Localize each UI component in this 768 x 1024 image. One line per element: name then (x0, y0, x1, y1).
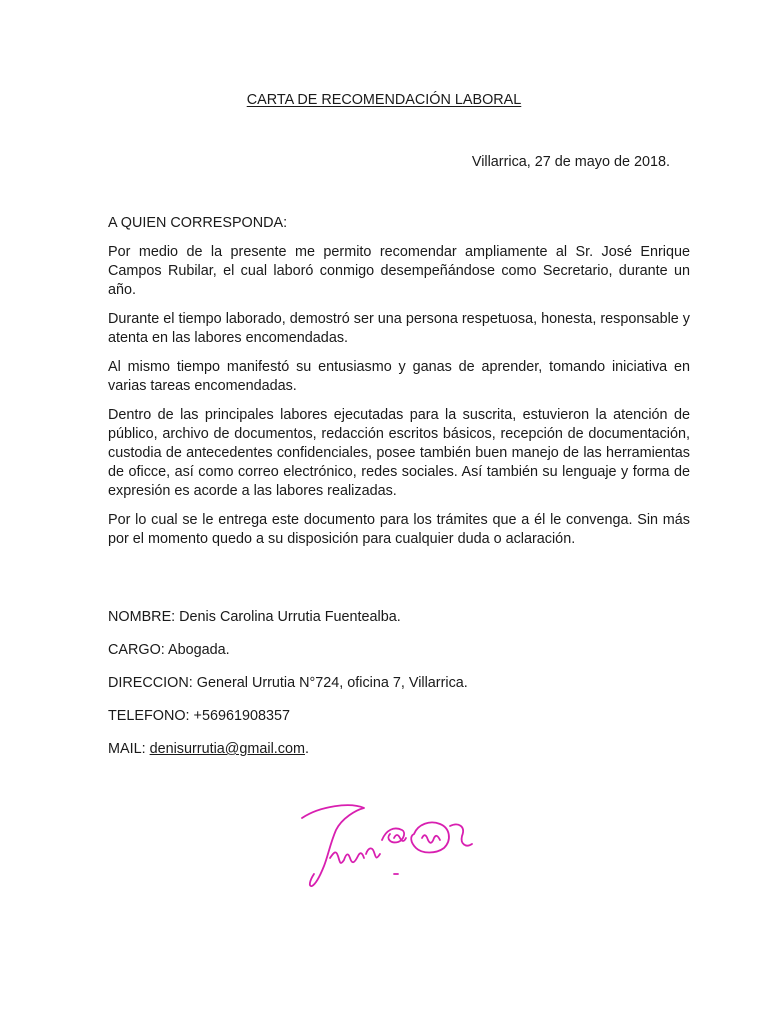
mail-link[interactable]: denisurrutia@gmail.com (149, 741, 305, 757)
handwritten-signature (290, 796, 480, 894)
paragraph-duties: Dentro de las principales labores ejecutadas para la suscrita, estuvieron la atención de público, archivo de documentos, redacción escritos básicos, recepción de documentación, custodia de antecedentes confidenciales, posee también buen manejo de las herramientas de oficce, así como correo electrónico, redes sociales. Así también su lenguaje y forma de expresión es acorde a las labores realizadas. (108, 407, 690, 499)
signer-cargo: CARGO: Abogada. (108, 642, 230, 658)
signer-info (108, 608, 690, 773)
mail-label: MAIL: (108, 741, 150, 757)
letter-body (108, 214, 690, 559)
paragraph-closing: Por lo cual se le entrega este documento para los trámites que a él le convenga. Sin más por el momento quedo a su disposición para cualquier duda o aclaración. (108, 512, 690, 547)
mail-suffix: . (304, 741, 309, 757)
paragraph-qualities: Durante el tiempo laborado, demostró ser una persona respetuosa, honesta, responsable y atenta en las labores encomendadas. (108, 311, 690, 346)
signer-name: NOMBRE: Denis Carolina Urrutia Fuentealba. (108, 609, 401, 625)
paragraph-recommendation: Por medio de la presente me permito recomendar ampliamente al Sr. José Enrique Campos Rubilar, el cual laboró conmigo desempeñándose como Secretario, durante un año. (108, 244, 690, 298)
letter-title: CARTA DE RECOMENDACIÓN LABORAL (246, 92, 522, 108)
paragraph-enthusiasm: Al mismo tiempo manifestó su entusiasmo y ganas de aprender, tomando iniciativa en varias tareas encomendadas. (108, 359, 690, 394)
salutation: A QUIEN CORRESPONDA: (108, 215, 288, 231)
signer-telefono: TELEFONO: +56961908357 (108, 708, 290, 724)
signer-mail (108, 740, 690, 759)
date-line: Villarrica, 27 de mayo de 2018. (471, 154, 670, 170)
signer-direccion: DIRECCION: General Urrutia N°724, oficina 7, Villarrica. (108, 675, 468, 691)
